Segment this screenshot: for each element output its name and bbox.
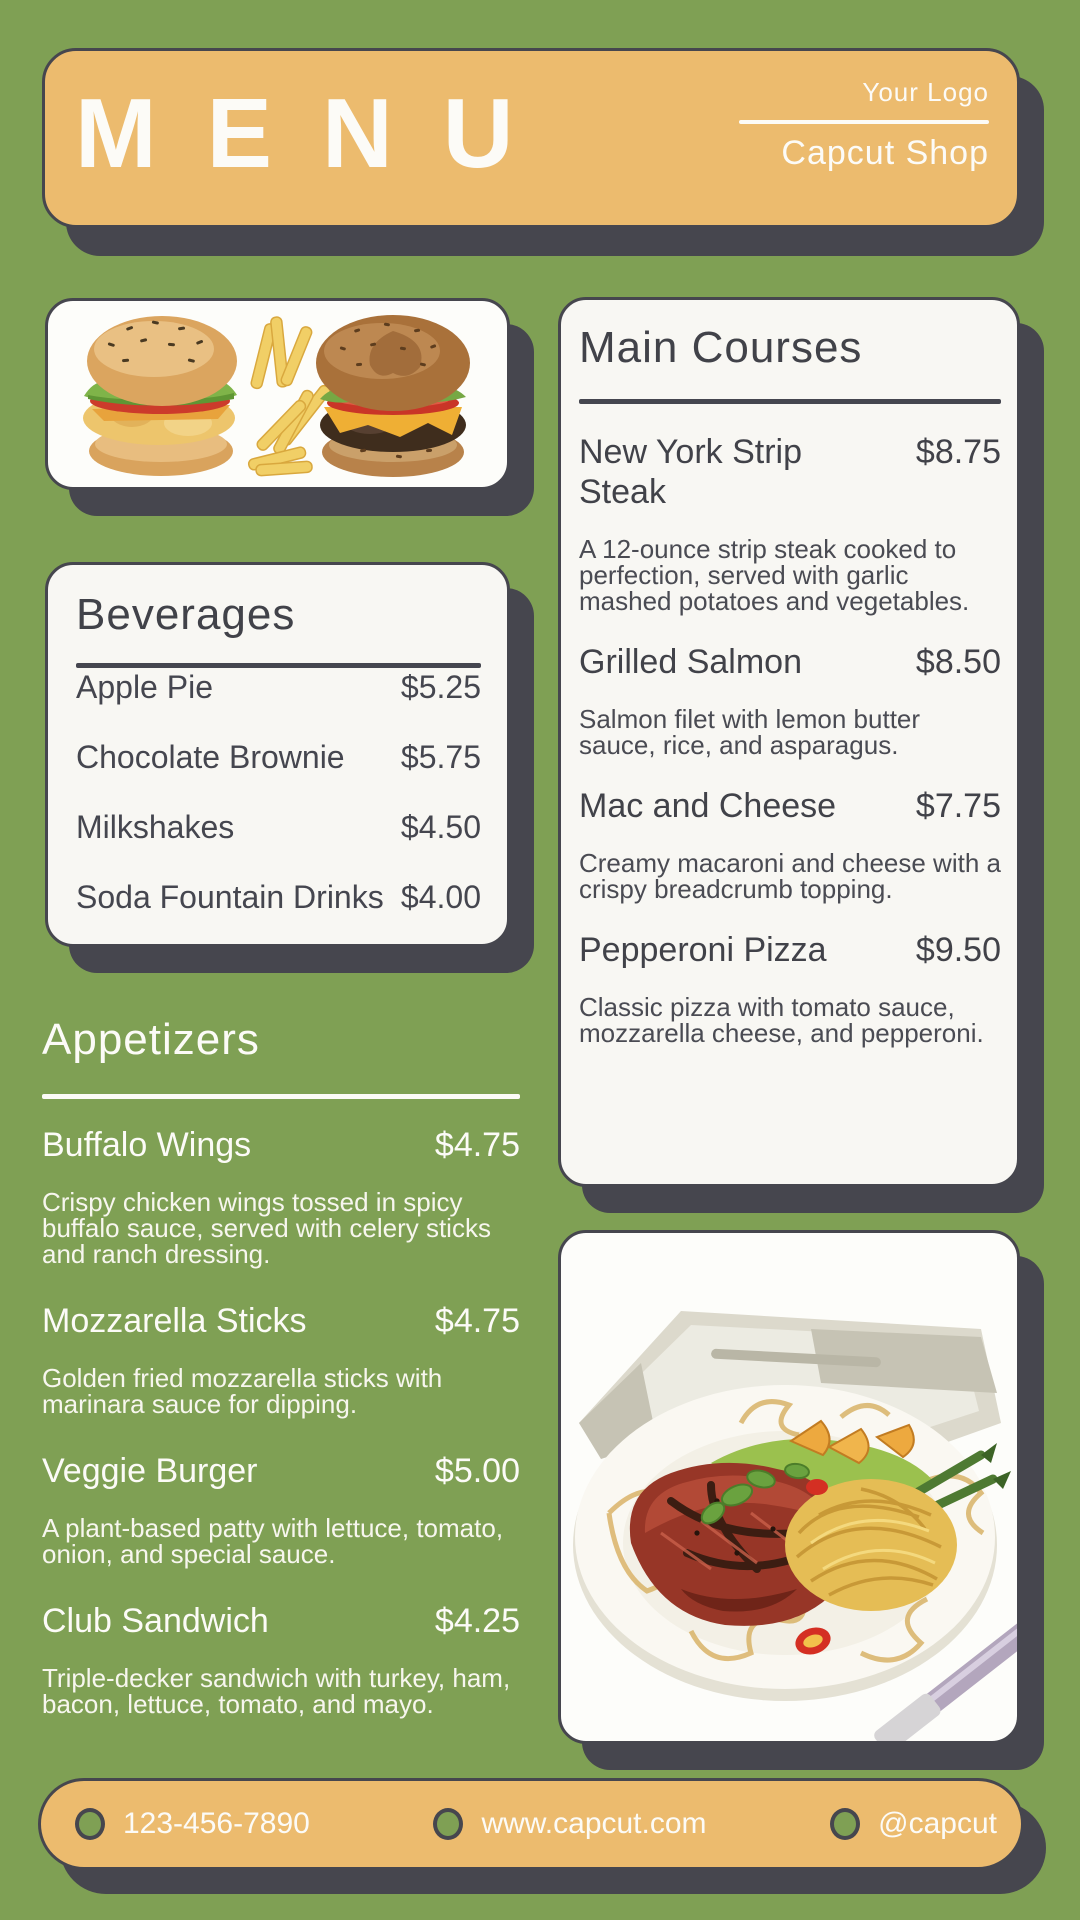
item-name: Soda Fountain Drinks <box>76 879 384 915</box>
dinner-image-card <box>558 1230 1020 1744</box>
item-name: Buffalo Wings <box>42 1126 252 1164</box>
item-price: $4.75 <box>434 1302 520 1340</box>
item-name: Club Sandwich <box>42 1602 269 1640</box>
menu-item <box>76 738 481 776</box>
item-price: $4.50 <box>400 809 481 845</box>
header-banner <box>42 48 1020 228</box>
item-description: A plant-based patty with lettuce, tomato, onion, and special sauce. <box>42 1513 504 1569</box>
footer-contact-bar <box>38 1778 1024 1870</box>
item-name: Milkshakes <box>76 809 235 845</box>
item-name: Chocolate Brownie <box>76 739 345 775</box>
item-price: $5.00 <box>434 1452 520 1490</box>
item-price: $4.00 <box>400 879 481 915</box>
menu-item <box>42 1301 520 1341</box>
burger-image-card <box>45 298 510 490</box>
menu-item <box>76 878 481 916</box>
footer-website <box>433 1807 706 1841</box>
item-description: Classic pizza with tomato sauce, mozzarella cheese, and pepperoni. <box>579 992 984 1048</box>
item-name: Grilled Salmon <box>579 643 802 681</box>
item-name: Veggie Burger <box>42 1452 258 1490</box>
menu-item <box>76 808 481 846</box>
item-name: Mac and Cheese <box>579 787 837 825</box>
item-price: $9.50 <box>915 931 1001 969</box>
item-price: $7.75 <box>915 787 1001 825</box>
menu-item <box>579 432 1001 512</box>
logo-divider-line <box>739 120 989 124</box>
item-name: Apple Pie <box>76 669 213 705</box>
item-price: $4.75 <box>434 1126 520 1164</box>
section-title-beverages: Beverages <box>76 590 296 639</box>
bullet-circle-icon <box>433 1808 463 1840</box>
item-description: Salmon filet with lemon butter sauce, rice, and asparagus. <box>579 704 921 760</box>
item-description: Creamy macaroni and cheese with a crispy breadcrumb topping. <box>579 848 1001 904</box>
item-name: New York Strip Steak <box>579 433 802 511</box>
item-description: Golden fried mozzarella sticks with marinara sauce for dipping. <box>42 1363 443 1419</box>
item-price: $4.25 <box>434 1602 520 1640</box>
menu-item <box>579 786 1001 826</box>
menu-item <box>42 1125 520 1165</box>
logo-placeholder-text: Your Logo <box>862 77 989 107</box>
page-title: MENU <box>75 77 564 188</box>
item-description: A 12-ounce strip steak cooked to perfection, served with garlic mashed potatoes and vegetables. <box>579 534 970 616</box>
main-courses-card <box>558 297 1020 1187</box>
phone-number: 123-456-7890 <box>123 1807 310 1840</box>
menu-item <box>579 930 1001 970</box>
footer-phone <box>75 1807 310 1841</box>
section-divider <box>579 399 1001 404</box>
shop-name: Capcut Shop <box>781 134 989 172</box>
footer-social <box>830 1807 997 1841</box>
item-description: Crispy chicken wings tossed in spicy buffalo sauce, served with celery sticks and ranch dressing. <box>42 1187 491 1269</box>
section-title-appetizers: Appetizers <box>42 1015 260 1064</box>
menu-item <box>579 642 1001 682</box>
bullet-circle-icon <box>75 1808 105 1840</box>
beverages-card <box>45 562 510 947</box>
social-handle: @capcut <box>878 1807 997 1840</box>
item-price: $5.25 <box>400 669 481 705</box>
section-title-main-courses: Main Courses <box>579 323 863 372</box>
menu-item <box>42 1601 520 1641</box>
item-price: $5.75 <box>400 739 481 775</box>
burger-and-fries-illustration <box>48 301 507 487</box>
logo-block <box>739 77 989 173</box>
item-description: Triple-decker sandwich with turkey, ham, bacon, lettuce, tomato, and mayo. <box>42 1663 511 1719</box>
item-name: Pepperoni Pizza <box>579 931 827 969</box>
steak-dinner-plate-illustration <box>561 1233 1017 1741</box>
menu-item <box>76 668 481 706</box>
item-name: Mozzarella Sticks <box>42 1302 307 1340</box>
menu-item <box>42 1451 520 1491</box>
section-divider <box>42 1094 520 1099</box>
website-url: www.capcut.com <box>481 1807 707 1840</box>
bullet-circle-icon <box>830 1808 860 1840</box>
item-price: $8.50 <box>915 643 1001 681</box>
item-price: $8.75 <box>915 433 1001 471</box>
appetizers-section <box>42 1014 520 1717</box>
